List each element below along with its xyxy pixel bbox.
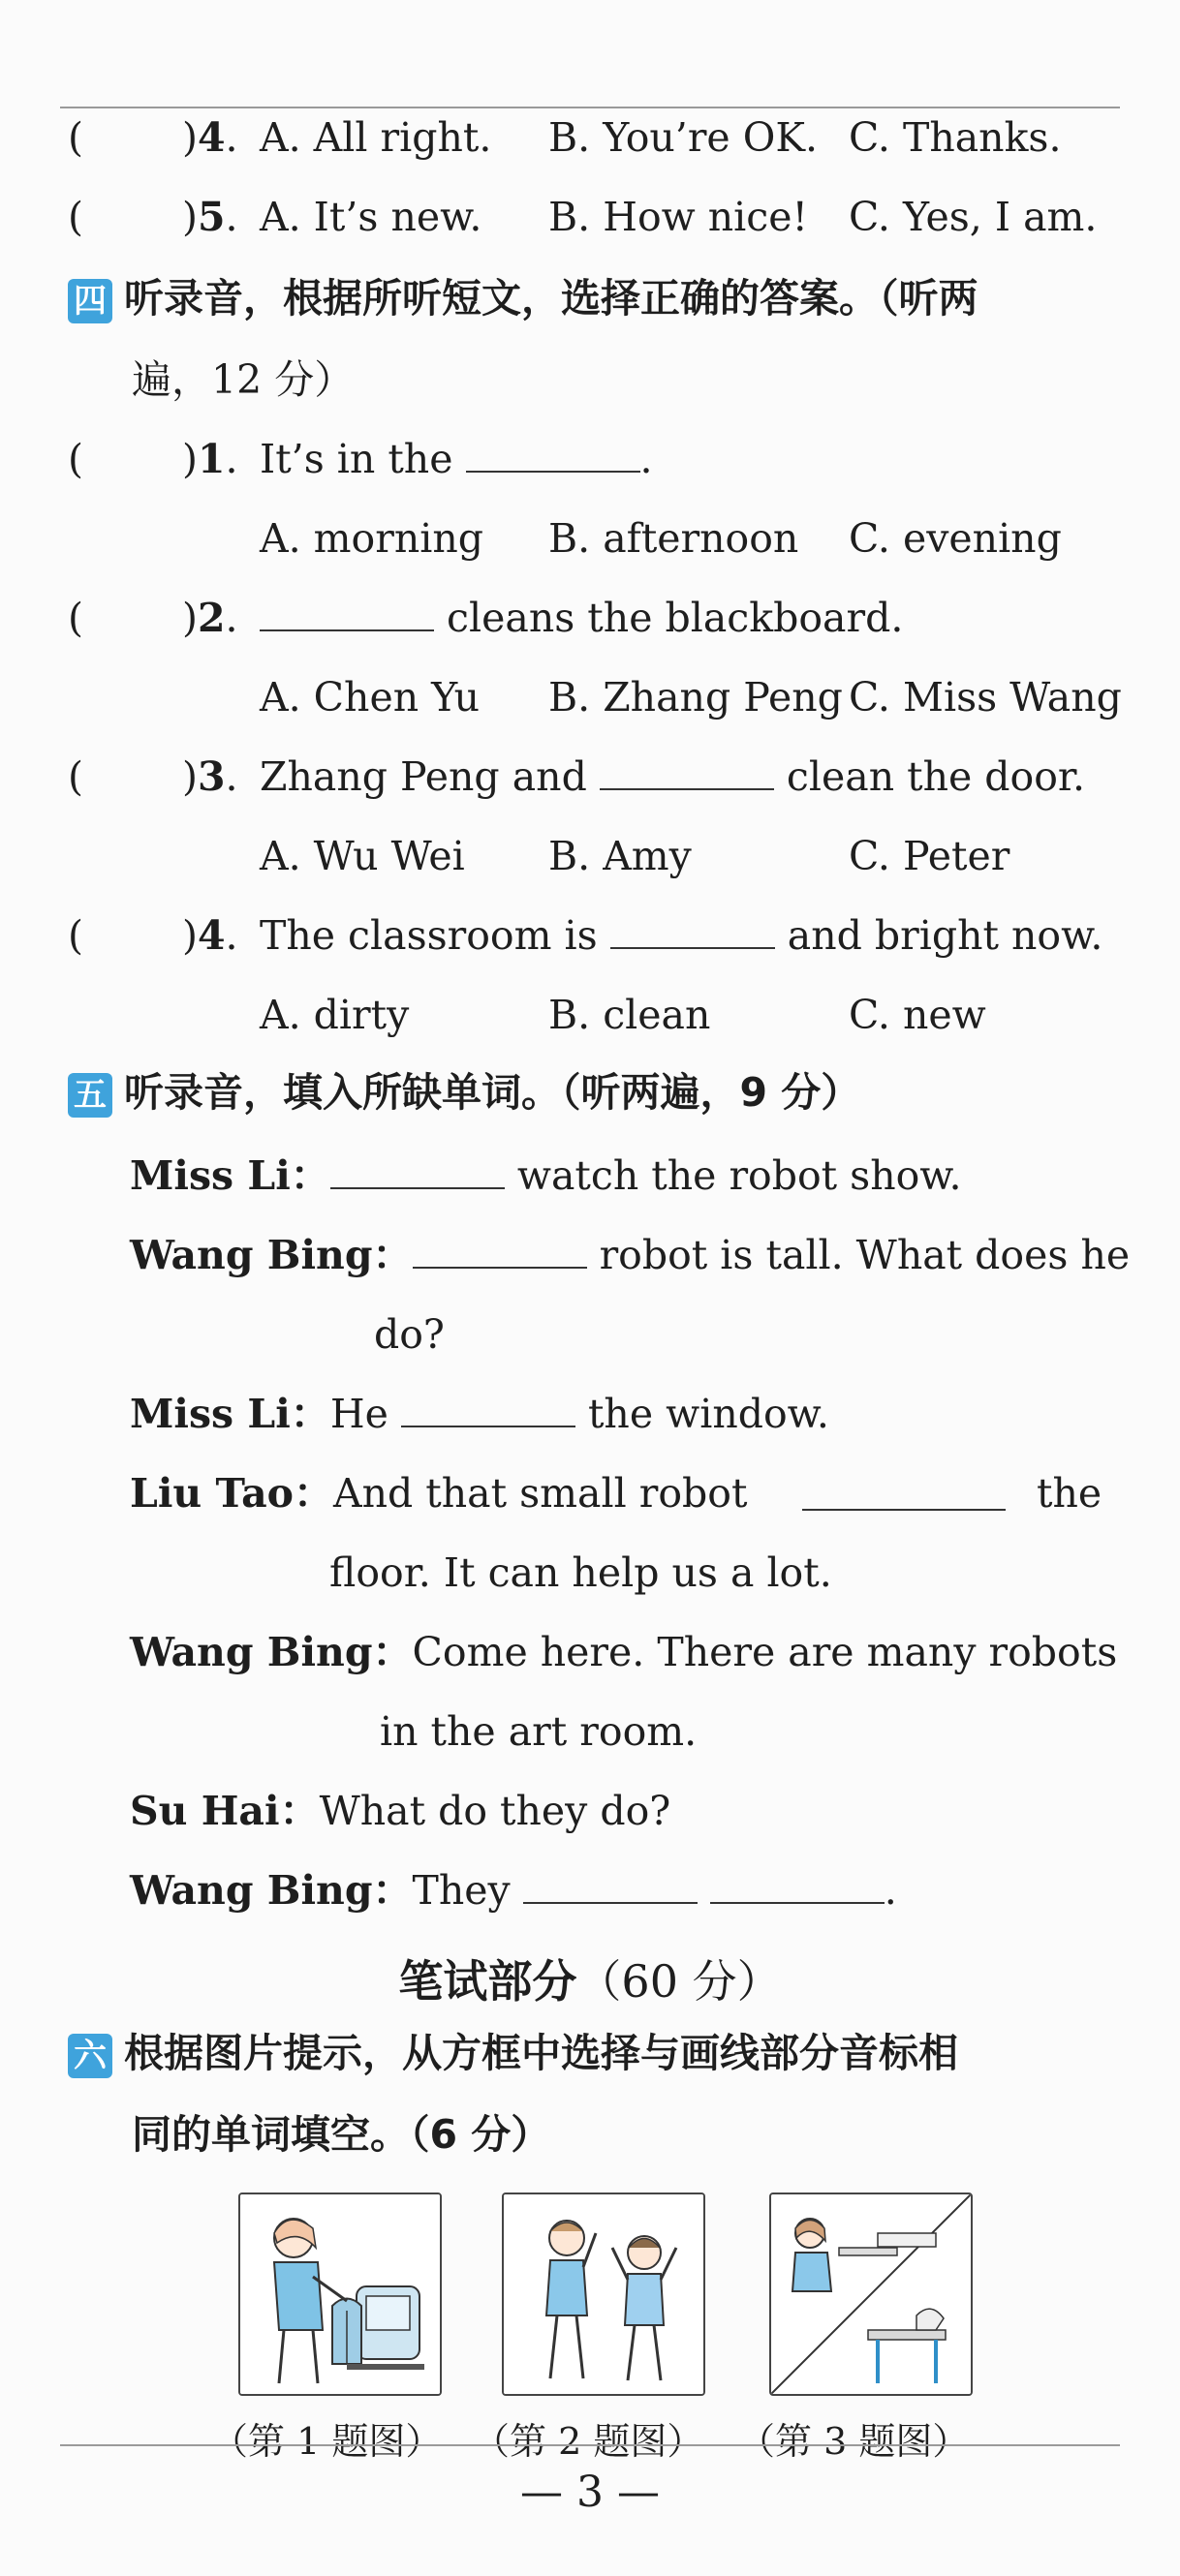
option-c: C. Miss Wang bbox=[849, 674, 1122, 721]
option-b: B. You’re OK. bbox=[548, 114, 818, 161]
option-a: A. morning bbox=[260, 515, 484, 562]
option-b: B. Zhang Peng bbox=[548, 674, 843, 721]
question-text: Zhang Peng and clean the door. bbox=[260, 753, 1086, 800]
dialogue-line-1: Miss Li： watch the robot show. bbox=[130, 1152, 962, 1199]
answer-blank[interactable] bbox=[330, 1180, 505, 1189]
option-c: C. evening bbox=[849, 515, 1062, 562]
section-4-badge: 四 bbox=[68, 279, 112, 323]
girl-cleaning-robot-illustration bbox=[240, 2194, 440, 2394]
dialogue-line-6: Su Hai：What do they do? bbox=[130, 1788, 671, 1834]
picture-3 bbox=[769, 2193, 973, 2396]
section-6-heading bbox=[68, 2030, 958, 2078]
option-a: A. Chen Yu bbox=[260, 674, 481, 721]
speaker-label: Miss Li： bbox=[130, 1152, 330, 1199]
option-b: B. afternoon bbox=[548, 515, 799, 562]
question-text: It’s in the . bbox=[260, 436, 653, 482]
section-4-title: 听录音，根据所听短文，选择正确的答案。（听两 bbox=[124, 275, 978, 322]
option-b: B. How nice! bbox=[548, 194, 808, 240]
speaker-label: Wang Bing： bbox=[130, 1629, 413, 1675]
answer-paren-open: ( bbox=[68, 912, 83, 959]
dialogue-line-7: Wang Bing：They . bbox=[130, 1867, 897, 1914]
answer-paren-open: ( bbox=[68, 753, 83, 800]
answer-paren-close: )1. bbox=[182, 436, 238, 482]
boys-waving-illustration bbox=[504, 2194, 703, 2394]
option-a: A. It’s new. bbox=[260, 194, 482, 240]
speaker-label: Wang Bing： bbox=[130, 1232, 413, 1278]
answer-paren-close: )5. bbox=[182, 194, 238, 240]
answer-paren-open: ( bbox=[68, 595, 83, 641]
picture-1-caption: （第 1 题图） bbox=[211, 2420, 443, 2463]
option-c: C. new bbox=[849, 992, 986, 1038]
answer-blank[interactable] bbox=[413, 1259, 587, 1269]
dialogue-line-2: Wang Bing： robot is tall. What does he bbox=[130, 1232, 1131, 1278]
answer-blank[interactable] bbox=[523, 1894, 698, 1904]
bottom-rule bbox=[60, 2444, 1120, 2446]
option-a: A. Wu Wei bbox=[260, 833, 465, 879]
speaker-label: Su Hai： bbox=[130, 1788, 320, 1834]
speaker-label: Miss Li： bbox=[130, 1391, 330, 1437]
dialogue-line-3: Miss Li：He the window. bbox=[130, 1391, 829, 1437]
speaker-label: Liu Tao： bbox=[130, 1470, 333, 1517]
question-text: The classroom is and bright now. bbox=[260, 912, 1103, 959]
section-4-title-cont bbox=[132, 356, 355, 403]
picture-2 bbox=[502, 2193, 705, 2396]
answer-paren-open: ( bbox=[68, 114, 83, 161]
dialogue-line-2-cont: do? bbox=[374, 1311, 445, 1358]
answer-blank[interactable] bbox=[802, 1501, 1006, 1511]
answer-blank[interactable] bbox=[401, 1418, 575, 1427]
dialogue-line-4: Liu Tao：And that small robot the bbox=[130, 1470, 1102, 1517]
answer-blank[interactable] bbox=[600, 781, 774, 790]
top-rule bbox=[60, 107, 1120, 108]
section-5-heading bbox=[68, 1069, 861, 1118]
picture-2-caption: （第 2 题图） bbox=[473, 2420, 704, 2463]
question-text: cleans the blackboard. bbox=[260, 598, 903, 638]
section-6-title-cont: 同的单词填空。（6 分） bbox=[132, 2111, 551, 2158]
option-a: A. All right. bbox=[260, 114, 492, 161]
option-c: C. Yes, I am. bbox=[849, 194, 1098, 240]
answer-blank[interactable] bbox=[610, 939, 775, 949]
answer-paren-close: )4. bbox=[182, 114, 238, 161]
page-number: — 3 — bbox=[520, 2468, 660, 2517]
answer-blank[interactable] bbox=[260, 622, 434, 631]
desk-scene-illustration bbox=[771, 2194, 971, 2394]
picture-3-caption: （第 3 题图） bbox=[738, 2420, 970, 2463]
answer-paren-open: ( bbox=[68, 194, 83, 240]
dialogue-line-5-cont: in the art room. bbox=[380, 1708, 698, 1755]
section-4-points: 遍，12 分） bbox=[132, 356, 355, 403]
option-b: B. clean bbox=[548, 992, 711, 1038]
section-6-badge: 六 bbox=[68, 2034, 112, 2078]
section-4-heading bbox=[68, 275, 978, 323]
option-c: C. Thanks. bbox=[849, 114, 1062, 161]
section-6-title: 根据图片提示，从方框中选择与画线部分音标相 bbox=[124, 2030, 958, 2076]
answer-paren-close: )4. bbox=[182, 912, 238, 959]
section-5-badge: 五 bbox=[68, 1073, 112, 1118]
answer-blank[interactable] bbox=[466, 463, 640, 473]
answer-blank[interactable] bbox=[710, 1894, 885, 1904]
section-5-title: 听录音，填入所缺单词。（听两遍，9 分） bbox=[124, 1069, 861, 1116]
answer-paren-close: )2. bbox=[182, 595, 238, 641]
option-c: C. Peter bbox=[849, 833, 1010, 879]
speaker-label: Wang Bing： bbox=[130, 1867, 413, 1914]
dialogue-line-5: Wang Bing：Come here. There are many robots bbox=[130, 1629, 1118, 1675]
written-part-title: 笔试部分（60 分） bbox=[398, 1955, 782, 2008]
answer-paren-close: )3. bbox=[182, 753, 238, 800]
picture-1 bbox=[238, 2193, 442, 2396]
answer-paren-open: ( bbox=[68, 436, 83, 482]
dialogue-line-4-cont: floor. It can help us a lot. bbox=[329, 1549, 832, 1596]
option-b: B. Amy bbox=[548, 833, 692, 879]
option-a: A. dirty bbox=[260, 992, 410, 1038]
